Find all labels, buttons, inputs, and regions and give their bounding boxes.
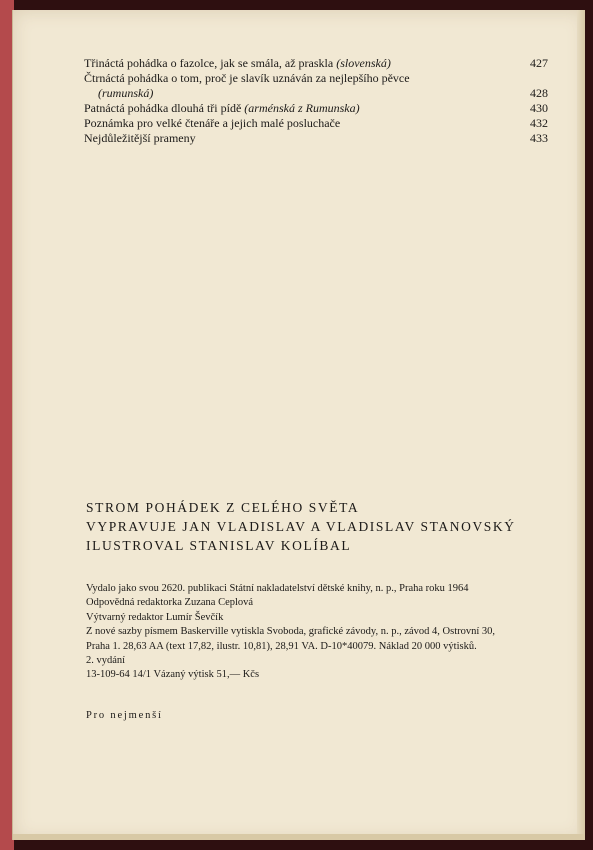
- book-title: STROM POHÁDEK Z CELÉHO SVĚTA: [86, 500, 360, 515]
- toc-entry-page: 433: [530, 131, 548, 145]
- toc-entry-page: 430: [530, 101, 548, 115]
- toc-entry-page: 427: [530, 56, 548, 70]
- imprint-edition: 2. vydání: [86, 655, 126, 667]
- publication-imprint: [86, 582, 556, 683]
- toc-entry-title: Nejdůležitější prameny: [84, 131, 196, 145]
- imprint-printing-details: Praha 1. 28,63 AA (text 17,82, ilustr. 10,81), 28,91 VA. D-10*40079. Náklad 20 000 výtisků.: [86, 640, 477, 652]
- illustrator-line: ILUSTROVAL STANISLAV KOLÍBAL: [86, 538, 352, 553]
- page-edge: [577, 10, 585, 840]
- imprint-printing: Z nové sazby písmem Baskerville vytiskla Svoboda, grafické závody, n. p., závod 4, Ostrovní 30,: [86, 626, 496, 638]
- narrators-line: VYPRAVUJE JAN VLADISLAV A VLADISLAV STANOVSKÝ: [86, 519, 516, 534]
- toc-entry: [84, 101, 548, 116]
- toc-entry-page: 432: [530, 116, 548, 130]
- dedication: Pro nejmenší: [86, 710, 163, 721]
- imprint-publisher: Vydalo jako svou 2620. publikaci Státní nakladatelství dětské knihy, n. p., Praha roku 1964: [86, 583, 469, 594]
- toc-entry: [84, 131, 548, 146]
- toc-entry: [84, 71, 548, 101]
- toc-entry-title: Poznámka pro velké čtenáře a jejich malé posluchače: [84, 116, 341, 130]
- book-credits: [86, 498, 556, 555]
- toc-entry-page: 428: [530, 86, 548, 100]
- page-bottom-edge: [13, 834, 585, 840]
- toc-entry-origin: (slovenská): [336, 56, 391, 70]
- imprint-editor: Odpovědná redaktorka Zuzana Ceplová: [86, 597, 254, 609]
- toc-entry-origin: (arménská z Rumunska): [244, 101, 360, 115]
- toc-entry-title: Patnáctá pohádka dlouhá tři pídě: [84, 101, 245, 115]
- imprint-art-editor: Výtvarný redaktor Lumír Ševčík: [86, 611, 224, 623]
- table-of-contents: [84, 56, 548, 146]
- toc-entry: [84, 56, 548, 71]
- toc-entry-origin: (rumunská): [98, 86, 154, 100]
- toc-entry: [84, 116, 548, 131]
- imprint-price: 13-109-64 14/1 Vázaný výtisk 51,— Kčs: [86, 669, 260, 681]
- toc-entry-title: Čtrnáctá pohádka o tom, proč je slavík uznáván za nejlepšího pěvce: [84, 71, 410, 85]
- toc-entry-title: Třináctá pohádka o fazolce, jak se smála, až praskla: [84, 56, 337, 70]
